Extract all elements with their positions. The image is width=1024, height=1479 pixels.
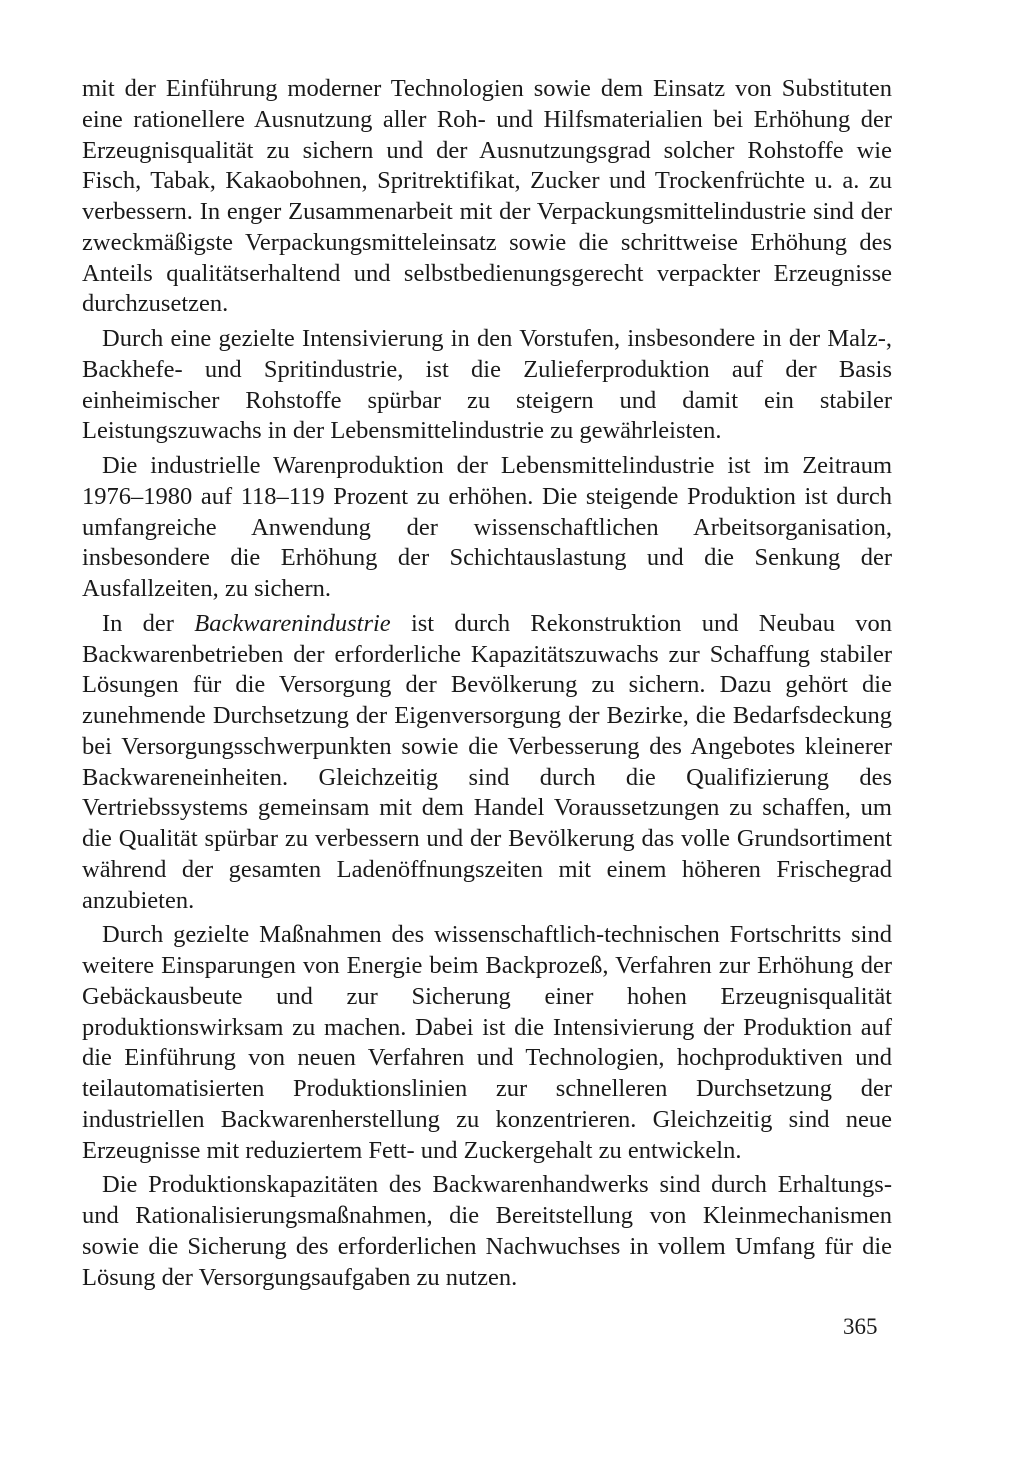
- paragraph-5: [82, 920, 892, 1166]
- paragraph-5-text: Durch gezielte Maßnahmen des wissenschaftlich-technischen Fortschritts sind weitere Einsparungen von Energie beim Backprozeß, Verfahren zur Erhöhung der Gebäckausbeute und zur Sicherung einer hohen Erzeugnisqualität produktionswirksam zu machen. Dabei ist die Intensivierung der Produktion auf die Einführung von neuen Verfahren und Technologien, hochproduktiven und teilautomatisierten Produktionslinien zur schnelleren Durchsetzung der industriellen Backwarenherstellung zu konzentrieren. Gleichzeitig sind neue Erzeugnisse mit reduziertem Fett- und Zuckergehalt zu entwickeln.: [82, 921, 892, 1164]
- paragraph-1-text: mit der Einführung moderner Technologien sowie dem Einsatz von Substituten eine rationellere Ausnutzung aller Roh- und Hilfsmaterialien bei Erhöhung der Erzeugnisqualität zu sichern und der Ausnutzungsgrad solcher Rohstoffe wie Fisch, Tabak, Kakaobohnen, Spritrektifikat, Zucker und Trockenfrüchte u. a. zu verbessern. In enger Zusammenarbeit mit der Verpackungsmittelindustrie sind der zweckmäßigste Verpackungsmitteleinsatz sowie die schrittweise Erhöhung des Anteils qualitätserhaltend und selbstbedienungsgerecht verpackter Erzeugnisse durchzusetzen.: [82, 75, 892, 318]
- paragraph-3: [82, 451, 892, 605]
- paragraph-4-text-rest: ist durch Rekonstruktion und Neubau von Backwarenbetrieben der erforderliche Kapazitätszuwachs zur Schaffung stabiler Lösungen für die Versorgung der Bevölkerung zu sichern. Dazu gehört die zunehmende Durchsetzung der Eigenversorgung der Bezirke, die Bedarfsdeckung bei Versorgungsschwerpunkten sowie die Verbesserung des Angebotes kleinerer Backwareneinheiten. Gleichzeitig sind durch die Qualifizierung des Vertriebssystems gemeinsam mit dem Handel Voraussetzungen zu schaffen, um die Qualität spürbar zu verbessern und der Bevölkerung das volle Grundsortiment während der gesamten Ladenöffnungszeiten mit einem höheren Frischegrad anzubieten.: [82, 609, 893, 914]
- page-number: 365: [843, 1314, 878, 1339]
- paragraph-4-italic-term: Backwarenindustrie: [194, 609, 391, 637]
- paragraph-1: [82, 74, 892, 320]
- paragraph-6: [82, 1170, 892, 1293]
- paragraph-4: [82, 609, 892, 917]
- paragraph-4-text-start: In der: [102, 609, 195, 637]
- paragraph-3-text: Die industrielle Warenproduktion der Lebensmittelindustrie ist im Zeitraum 1976–1980 auf 118–119 Prozent zu erhöhen. Die steigende Produktion ist durch umfangreiche Anwendung der wissenschaftlichen Arbeitsorganisation, insbesondere die Erhöhung der Schichtauslastung und die Senkung der Ausfallzeiten, zu sichern.: [82, 452, 892, 602]
- paragraph-2: [82, 324, 892, 447]
- paragraph-6-text: Die Produktionskapazitäten des Backwarenhandwerks sind durch Erhaltungs- und Rationalisierungsmaßnahmen, die Bereitstellung von Kleinmechanismen sowie die Sicherung des erforderlichen Nachwuchses in vollem Umfang für die Lösung der Versorgungsaufgaben zu nutzen.: [82, 1171, 892, 1291]
- paragraph-2-text: Durch eine gezielte Intensivierung in den Vorstufen, insbesondere in der Malz-, Backhefe- und Spritindustrie, ist die Zulieferproduktion auf der Basis einheimischer Rohstoffe spürbar zu steigern und damit ein stabiler Leistungszuwachs in der Lebensmittelindustrie zu gewährleisten.: [82, 325, 892, 445]
- page-body: [82, 74, 892, 1293]
